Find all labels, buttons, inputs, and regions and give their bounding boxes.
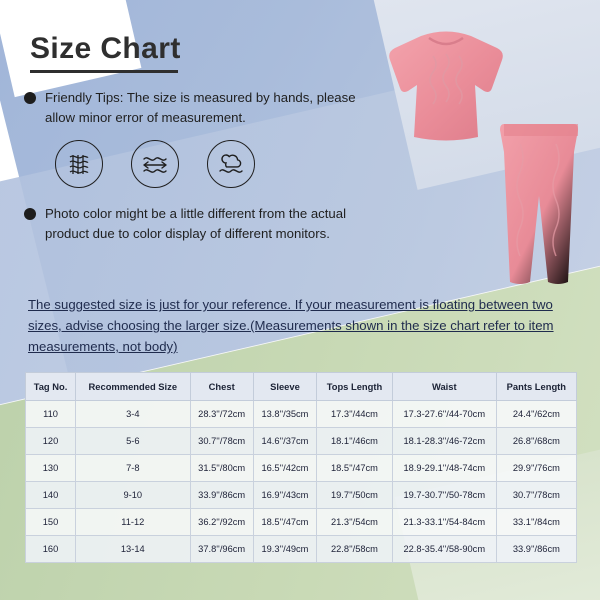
table-header-cell: Pants Length [496,373,576,401]
fabric-weave-icon [55,140,103,188]
cloud-wash-icon [207,140,255,188]
friendly-tips-bullet [24,88,375,128]
table-cell: 18.1-28.3''/46-72cm [392,428,496,455]
table-cell: 13.8''/35cm [253,401,316,428]
bullet-dot-icon [24,92,36,104]
table-cell: 18.5''/47cm [253,509,316,536]
table-cell: 37.8''/96cm [190,536,253,563]
table-cell: 21.3-33.1''/54-84cm [392,509,496,536]
table-header-cell: Recommended Size [76,373,190,401]
table-cell: 19.3''/49cm [253,536,316,563]
table-row [26,482,577,509]
table-row [26,509,577,536]
size-table-container [25,372,577,563]
table-cell: 31.5''/80cm [190,455,253,482]
pajama-pants-image [498,120,584,290]
table-row [26,455,577,482]
table-cell: 33.1''/84cm [496,509,576,536]
size-reference-note [28,294,573,357]
table-cell: 140 [26,482,76,509]
page-title: Size Chart [30,32,181,65]
product-photo [375,16,590,301]
bullet-dot-icon [24,208,36,220]
table-cell: 29.9''/76cm [496,455,576,482]
table-cell: 36.2''/92cm [190,509,253,536]
table-cell: 19.7''/50cm [317,482,393,509]
table-header-cell: Chest [190,373,253,401]
table-cell: 110 [26,401,76,428]
size-table [25,372,577,563]
table-cell: 18.1''/46cm [317,428,393,455]
table-header-cell: Tag No. [26,373,76,401]
photo-color-bullet [24,204,375,244]
size-table-head [26,373,577,401]
table-cell: 7-8 [76,455,190,482]
table-cell: 19.7-30.7''/50-78cm [392,482,496,509]
table-cell: 160 [26,536,76,563]
table-cell: 16.5''/42cm [253,455,316,482]
table-header-cell: Sleeve [253,373,316,401]
size-reference-note-text: The suggested size is just for your reference. If your measurement is floating between two sizes, advise choosing the larger size.(Measurements shown in the size chart refer to item measurements, not body) [28,297,554,354]
table-cell: 17.3-27.6''/44-70cm [392,401,496,428]
table-cell: 3-4 [76,401,190,428]
table-header-row [26,373,577,401]
friendly-tips-text: Friendly Tips: The size is measured by hands, please allow minor error of measurement. [45,90,356,125]
table-cell: 30.7''/78cm [190,428,253,455]
table-cell: 13-14 [76,536,190,563]
care-icon-group [55,140,255,188]
table-cell: 5-6 [76,428,190,455]
table-cell: 22.8''/58cm [317,536,393,563]
table-cell: 22.8-35.4''/58-90cm [392,536,496,563]
table-cell: 26.8''/68cm [496,428,576,455]
pajama-top-image [381,26,511,146]
table-cell: 9-10 [76,482,190,509]
table-cell: 33.9''/86cm [190,482,253,509]
table-cell: 21.3''/54cm [317,509,393,536]
table-cell: 150 [26,509,76,536]
table-cell: 30.7''/78cm [496,482,576,509]
table-row [26,401,577,428]
table-cell: 24.4''/62cm [496,401,576,428]
table-cell: 14.6''/37cm [253,428,316,455]
table-cell: 130 [26,455,76,482]
table-header-cell: Tops Length [317,373,393,401]
table-header-cell: Waist [392,373,496,401]
photo-color-text: Photo color might be a little different from the actual product due to color display of different monitors. [45,206,347,241]
table-cell: 120 [26,428,76,455]
table-cell: 33.9''/86cm [496,536,576,563]
title-underline [30,70,178,73]
table-cell: 18.9-29.1''/48-74cm [392,455,496,482]
wave-lines-icon [131,140,179,188]
size-table-body [26,401,577,563]
table-row [26,428,577,455]
table-cell: 28.3''/72cm [190,401,253,428]
table-cell: 16.9''/43cm [253,482,316,509]
table-cell: 17.3''/44cm [317,401,393,428]
table-cell: 18.5''/47cm [317,455,393,482]
table-row [26,536,577,563]
table-cell: 11-12 [76,509,190,536]
